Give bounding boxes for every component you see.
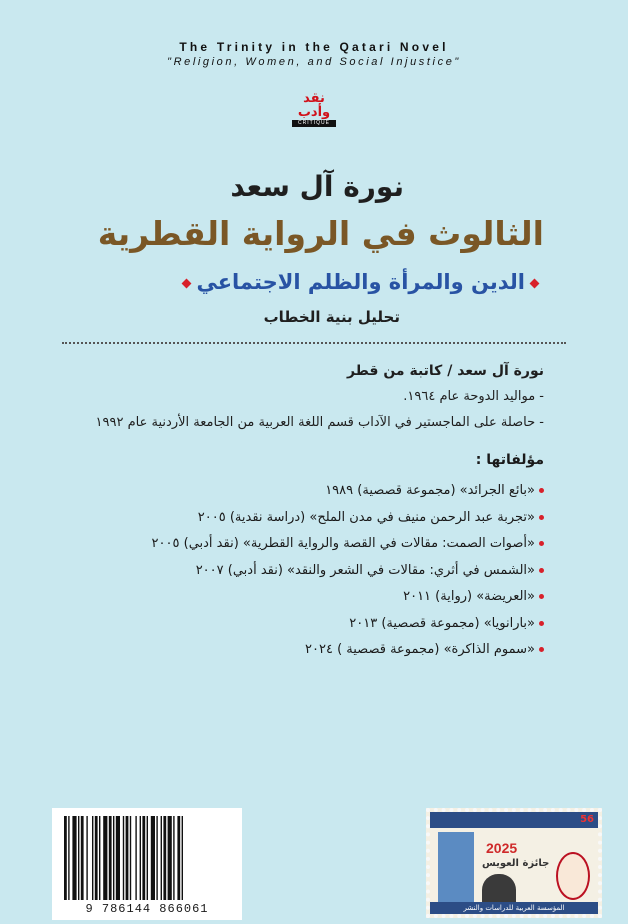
works-item xyxy=(74,637,544,664)
barcode-bar xyxy=(130,816,131,900)
works-item-text: «سموم الذاكرة» (مجموعة قصصية ) ٢٠٢٤ xyxy=(305,642,535,657)
barcode-bar xyxy=(81,816,84,900)
publisher-logo xyxy=(292,92,336,127)
works-item-text: «العريضة» (رواية) ٢٠١١ xyxy=(403,589,535,604)
barcode-bar xyxy=(177,816,180,900)
barcode-bar xyxy=(64,816,67,900)
barcode-bar xyxy=(86,816,87,900)
barcode-bar xyxy=(140,816,141,900)
barcode-bar xyxy=(182,816,183,900)
barcode-digits: 9 786144 866061 xyxy=(85,902,209,916)
bullet-icon xyxy=(539,541,544,546)
book-title: الثالوث في الرواية القطرية xyxy=(97,214,544,253)
book-subtitle xyxy=(177,270,544,294)
english-subtitle: "Religion, Women, and Social Injustice" xyxy=(167,56,461,68)
barcode-bar xyxy=(156,816,157,900)
barcode-bar xyxy=(163,816,166,900)
isbn-barcode xyxy=(52,808,242,920)
publisher-logo-text: نقد وأدب xyxy=(297,91,331,120)
barcode-bar xyxy=(95,816,98,900)
tower-image xyxy=(438,832,474,910)
works-item-text: «تجربة عبد الرحمن منيف في مدن الملح» (دراسة نقدية) ٢٠٠٥ xyxy=(197,509,535,525)
bullet-icon xyxy=(539,594,544,599)
bio-heading: نورة آل سعد / كاتبة من قطر xyxy=(346,363,544,379)
dotted-divider xyxy=(62,342,566,344)
works-list xyxy=(74,478,544,664)
works-item-text: «بارانويا» (مجموعة قصصية) ٢٠١٣ xyxy=(349,615,535,631)
barcode-bar xyxy=(103,816,107,900)
bullet-icon xyxy=(539,621,544,626)
works-item-text: «الشمس في أثري: مقالات في الشعر والنقد» (نقد أدبي) ٢٠٠٧ xyxy=(195,562,535,578)
works-item xyxy=(74,505,544,532)
diamond-icon xyxy=(182,278,192,288)
publisher-logo-sub: CRITIQUE xyxy=(292,120,336,127)
works-item-text: «أصوات الصمت: مقالات في القصة والرواية القطرية» (نقد أدبي) ٢٠٠٥ xyxy=(151,536,535,551)
barcode-bar xyxy=(99,816,100,900)
barcode-bar xyxy=(109,816,112,900)
bullet-icon xyxy=(539,647,544,652)
rooster-emblem xyxy=(556,852,590,900)
author-bio xyxy=(74,358,544,436)
works-item-text: «بائع الجرائد» (مجموعة قصصية) ١٩٨٩ xyxy=(325,483,535,498)
stamp-top-strip xyxy=(430,812,598,828)
barcode-bar xyxy=(142,816,145,900)
works-heading: مؤلفاتها : xyxy=(475,452,544,468)
stamp-footer: المؤسسة العربية للدراسات والنشر xyxy=(430,902,598,914)
book-subtitle-text: الدين والمرأة والظلم الاجتماعي xyxy=(196,270,525,294)
bullet-icon xyxy=(539,488,544,493)
stamp-prize-text: جائزة العويس xyxy=(482,858,550,869)
works-item xyxy=(74,611,544,638)
works-item xyxy=(74,531,544,558)
barcode-bar xyxy=(126,816,129,900)
stamp-year: 2025 xyxy=(486,840,518,856)
barcode-bar xyxy=(173,816,174,900)
barcode-bar xyxy=(116,816,120,900)
barcode-bar xyxy=(151,816,155,900)
barcode-bar xyxy=(123,816,124,900)
author-name: نورة آل سعد xyxy=(230,170,404,203)
book-subtitle-2: تحليل بنية الخطاب xyxy=(263,308,400,326)
barcode-bar xyxy=(147,816,148,900)
barcode-bar xyxy=(113,816,114,900)
bullet-icon xyxy=(539,568,544,573)
diamond-icon xyxy=(530,278,540,288)
barcode-bar xyxy=(78,816,79,900)
award-stamp xyxy=(426,808,602,918)
barcode-bar xyxy=(72,816,76,900)
barcode-bars xyxy=(62,816,232,902)
barcode-bar xyxy=(161,816,162,900)
works-item xyxy=(74,558,544,585)
bio-line: - حاصلة على الماجستير في الآداب قسم اللغة العربية من الجامعة الأردنية عام ١٩٩٢ xyxy=(95,415,544,430)
barcode-bar xyxy=(92,816,93,900)
english-title: The Trinity in the Qatari Novel xyxy=(179,40,449,54)
stamp-number: 56 xyxy=(580,814,594,825)
barcode-bar xyxy=(168,816,172,900)
bio-line: - مواليد الدوحة عام ١٩٦٤. xyxy=(403,389,544,404)
barcode-bar xyxy=(68,816,69,900)
bullet-icon xyxy=(539,515,544,520)
barcode-bar xyxy=(135,816,136,900)
works-item xyxy=(74,478,544,505)
works-item xyxy=(74,584,544,611)
